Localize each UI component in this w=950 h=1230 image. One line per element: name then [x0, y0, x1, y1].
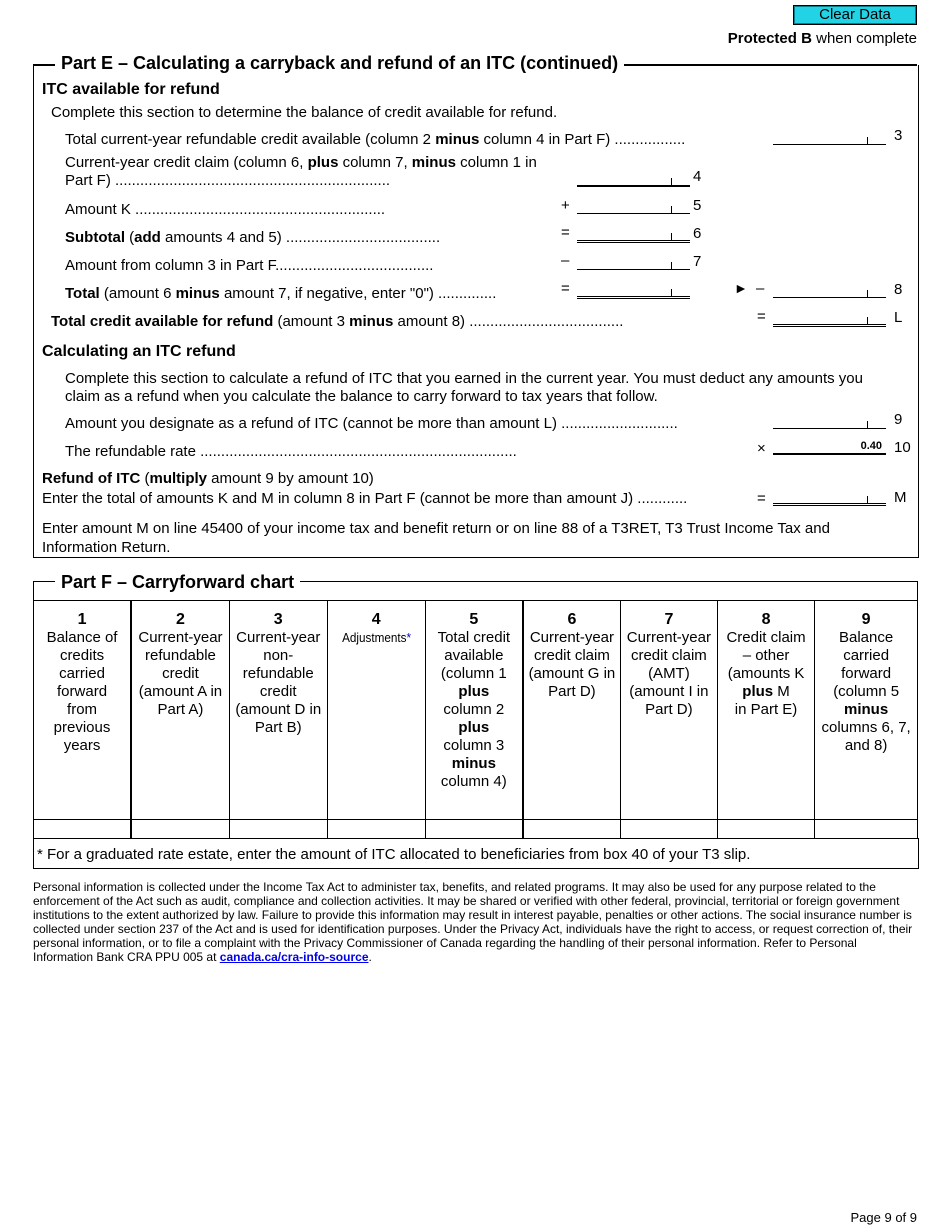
line-9-field[interactable] — [773, 418, 886, 429]
protected-notice — [728, 30, 917, 47]
line-8-field[interactable] — [773, 287, 886, 298]
line-10-label: The refundable rate ............................................................................ — [65, 443, 517, 460]
line-4-label-2: Part F) .................................................................. — [65, 172, 391, 189]
line-3-label: Total current-year refundable credit available (column 2 minus column 4 in Part F) ................. — [65, 131, 686, 148]
part-f-title: Part F – Carryforward chart — [55, 572, 300, 593]
line-4-label-1: Current-year credit claim (column 6, plus column 7, minus column 1 in — [65, 154, 537, 171]
footnote-box — [33, 838, 919, 869]
page-number: Page 9 of 9 — [850, 1210, 917, 1225]
column-2-header: 2 Current-year refundable credit (amount A in Part A) — [131, 601, 229, 820]
line-l-number: L — [894, 309, 903, 326]
column-4-header: 4 Adjustments* — [327, 601, 425, 820]
column-8-input[interactable] — [717, 820, 814, 839]
cra-info-source-link[interactable]: canada.ca/cra-info-source — [219, 950, 369, 964]
line-8-equals: = — [561, 280, 570, 297]
line-10-times: × — [757, 440, 766, 457]
itc-available-heading: ITC available for refund — [42, 81, 220, 98]
column-9-input[interactable] — [815, 820, 918, 839]
column-8-header: 8 Credit claim – other (amounts K plus M in Part E) — [717, 601, 814, 820]
line-3-number: 3 — [894, 127, 903, 144]
arrow-right-icon: ► — [734, 280, 748, 296]
line-5-field[interactable] — [577, 203, 690, 214]
column-1-input[interactable] — [34, 820, 132, 839]
line-m-label-2: Enter the total of amounts K and M in column 8 in Part F (cannot be more than amount J) ............ — [42, 490, 688, 507]
column-5-input[interactable] — [425, 820, 523, 839]
table-header-row — [34, 601, 918, 820]
line-9-label: Amount you designate as a refund of ITC (cannot be more than amount L) ............................ — [65, 415, 678, 432]
clear-data-button[interactable]: Clear Data — [793, 5, 917, 25]
line-7-field[interactable] — [577, 259, 690, 270]
line-8-label: Total (amount 6 minus amount 7, if negative, enter "0") .............. — [65, 285, 497, 302]
line-8-minus: – — [756, 280, 765, 297]
line-10-number: 10 — [894, 439, 911, 456]
line-l-field[interactable] — [773, 315, 886, 327]
column-6-input[interactable] — [523, 820, 620, 839]
line-l-equals: = — [757, 308, 766, 325]
carryforward-table — [33, 600, 918, 839]
line-8-subtotal-field[interactable] — [577, 287, 690, 299]
privacy-notice: Personal information is collected under the Income Tax Act to administer tax, benefits, and related programs. It may also be used for any purpose related to the enforcement of the Act such as audit, compliance and collection activities. It may be shared or verified with other federal, provincial, territorial or foreign government institutions to the extent authorized by law. Failure to provide this information may result in interest payable, penalties or other actions. The social insurance number is collected under section 237 of the Act and is used for identification purposes. Under the Privacy Act, individuals have the right to access, or request correction of, their personal information, or to file a complaint with the Privacy Commissioner of Canada regarding the handling of their personal information. Refer to Personal Information Bank CRA PPU 005 at canada.ca/cra-info-source. — [33, 880, 913, 964]
line-4-field[interactable] — [577, 175, 690, 187]
column-5-header: 5 Total credit available (column 1 plus column 2 plus column 3 minus column 4) — [425, 601, 523, 820]
line-m-label-1: Refund of ITC (multiply amount 9 by amount 10) — [42, 470, 374, 487]
line-m-field[interactable] — [773, 494, 886, 506]
line-6-equals: = — [561, 224, 570, 241]
line-6-field[interactable] — [577, 231, 690, 243]
line-m-number: M — [894, 489, 907, 506]
column-1-header: 1 Balance of credits carried forward from previous years — [34, 601, 132, 820]
line-7-minus: – — [561, 252, 570, 269]
line-3-field[interactable] — [773, 134, 886, 145]
itc-refund-heading: Calculating an ITC refund — [42, 343, 236, 360]
itc-refund-intro-1: Complete this section to calculate a refund of ITC that you earned in the current year. You must deduct any amounts you — [65, 370, 863, 387]
line-7-label: Amount from column 3 in Part F...................................... — [65, 257, 434, 274]
line-m-equals: = — [757, 490, 766, 507]
line-8-number: 8 — [894, 281, 903, 298]
refundable-rate-value: 0.40 — [773, 440, 886, 455]
line-5-number: 5 — [693, 197, 702, 214]
footnote-text: * For a graduated rate estate, enter the amount of ITC allocated to beneficiaries from box 40 of your T3 slip. — [37, 846, 751, 863]
line-5-label: Amount K ............................................................ — [65, 201, 386, 218]
part-e-title: Part E – Calculating a carryback and refund of an ITC (continued) — [55, 53, 624, 74]
table-row — [34, 820, 918, 839]
line-6-number: 6 — [693, 225, 702, 242]
protected-label: Protected B — [727, 30, 812, 47]
column-4-input[interactable] — [327, 820, 425, 839]
column-7-input[interactable] — [620, 820, 717, 839]
line-9-number: 9 — [894, 411, 903, 428]
column-3-header: 3 Current-year non- refundable credit (amount D in Part B) — [229, 601, 327, 820]
line-4-number: 4 — [693, 168, 702, 185]
line-l-label: Total credit available for refund (amount 3 minus amount 8) ..................................... — [51, 313, 624, 330]
column-9-header: 9 Balance carried forward (column 5 minus columns 6, 7, and 8) — [815, 601, 918, 820]
line-6-label: Subtotal (add amounts 4 and 5) ..................................... — [65, 229, 441, 246]
part-f-right-edge — [917, 581, 918, 601]
enter-amount-m-1: Enter amount M on line 45400 of your income tax and benefit return or on line 88 of a T3RET, T3 Trust Income Tax and — [42, 520, 830, 537]
line-5-plus: + — [561, 197, 570, 214]
column-6-header: 6 Current-year credit claim (amount G in Part D) — [523, 601, 620, 820]
itc-refund-intro-2: claim as a refund when you calculate the balance to carry forward to tax years that follow. — [65, 388, 658, 405]
protected-suffix: when complete — [811, 30, 917, 47]
line-7-number: 7 — [693, 253, 702, 270]
column-7-header: 7 Current-year credit claim (AMT) (amount I in Part D) — [620, 601, 717, 820]
column-2-input[interactable] — [131, 820, 229, 839]
enter-amount-m-2: Information Return. — [42, 539, 171, 556]
column-3-input[interactable] — [229, 820, 327, 839]
part-f-left-edge — [33, 581, 34, 601]
itc-available-intro: Complete this section to determine the balance of credit available for refund. — [51, 104, 558, 121]
